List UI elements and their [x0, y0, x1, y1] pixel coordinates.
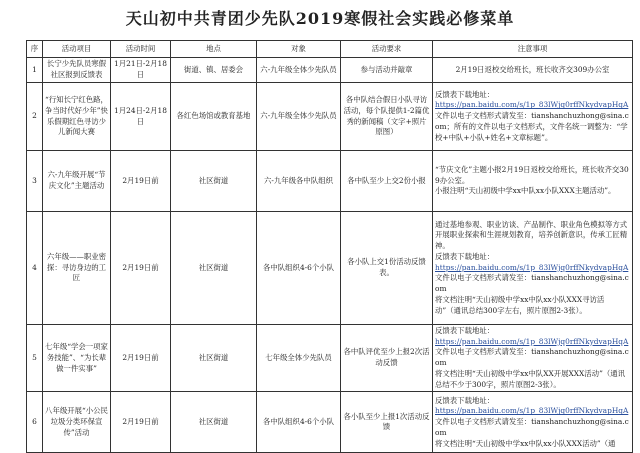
cell-no: 1 — [27, 58, 43, 83]
table-row — [27, 83, 633, 151]
header-time: 活动时间 — [111, 41, 171, 58]
table-row — [27, 325, 633, 392]
cell-notes — [433, 392, 633, 453]
note-line: 反馈表下载地址： — [435, 395, 495, 405]
cell-no: 6 — [27, 392, 43, 453]
table-header-row — [27, 41, 633, 58]
cell-target: 六-九年级各中队组织 — [257, 151, 341, 212]
cell-no: 2 — [27, 83, 43, 151]
cell-no: 3 — [27, 151, 43, 212]
download-link[interactable]: https://pan.baidu.com/s/1p_83lWjq0rffNkydvapHqA — [435, 336, 629, 346]
note-line: 文件以电子文档形式请发至：tianshanchuzhong@sina.com — [435, 417, 629, 437]
cell-notes — [433, 151, 633, 212]
cell-notes — [433, 83, 633, 151]
cell-time: 1月21日-2月18日 — [111, 58, 171, 83]
cell-time: 2月19日前 — [111, 392, 171, 453]
table-row — [27, 392, 633, 453]
note-line: 通过基地参观、职业访谈、产品制作、职业角色模拟等方式开展职业探索和生涯规划教育，培养创新意识，传承工匠精神。 — [435, 219, 628, 251]
note-line: 文件以电子文档形式请发至：tianshanchuzhong@sina.com — [435, 347, 629, 368]
cell-requirement: 各中队评优至少上报2次活动反馈 — [341, 325, 433, 392]
table-row — [27, 58, 633, 83]
header-no: 序 — [27, 41, 43, 58]
cell-target: 各中队组织4-6个小队 — [257, 392, 341, 453]
note-line: 反馈表下载地址： — [435, 326, 495, 335]
header-notes: 注意事项 — [433, 41, 633, 58]
cell-place: 各红色场馆或教育基地 — [171, 83, 257, 151]
cell-time: 2月19日前 — [111, 151, 171, 212]
download-link[interactable]: https://pan.baidu.com/s/1p_83lWjq0rffNkydvapHqA — [435, 262, 629, 272]
cell-target: 六-九年级全体少先队员 — [257, 83, 341, 151]
cell-time: 1月24日-2月18日 — [111, 83, 171, 151]
activity-table — [26, 40, 633, 453]
header-requirement: 活动要求 — [341, 41, 433, 58]
cell-project: 八年级开展“小公民垃圾分类环保宣传”活动 — [43, 392, 111, 453]
note-line: 小报注明“天山初级中学xx中队xx小队XXX主题活动”。 — [435, 186, 616, 196]
header-target: 对象 — [257, 41, 341, 58]
note-line: 反馈表下载地址： — [435, 251, 495, 261]
cell-requirement: 参与活动并敲章 — [341, 58, 433, 83]
cell-no: 4 — [27, 212, 43, 325]
page-title: 天山初中共青团少先队2019寒假社会实践必修菜单 — [125, 9, 515, 28]
note-line: 将文档注明“天山初级中学xx中队XX开展XXX活动”（通讯总结不少于300字，照片原图2-3张）。 — [435, 368, 626, 389]
table-row — [27, 212, 633, 325]
note-line: 反馈表下载地址： — [435, 89, 495, 99]
note-line: 将文档注明“天山初级中学xx中队xx小队XXX寻访活动”（通讯总结300字左右，照片原图2-3张）。 — [435, 294, 605, 315]
cell-requirement: 各中队结合假日小队寻访活动，每个队提供1-2篇优秀的新闻稿（文字+照片原图） — [341, 83, 433, 151]
cell-notes — [433, 212, 633, 325]
header-project: 活动项目 — [43, 41, 111, 58]
cell-no: 5 — [27, 325, 43, 392]
note-line: “节庆文化”主题小报2月19日返校交给班长，班长收齐交309办公室。 — [435, 164, 629, 185]
cell-place: 社区街道 — [171, 325, 257, 392]
download-link[interactable]: https://pan.baidu.com/s/1p_83lWjq0rffNkydvapHqA — [435, 100, 629, 110]
note-line: 文件以电子文档形式请发至：tianshanchuzhong@sina.com — [435, 273, 629, 294]
table-row — [27, 151, 633, 212]
cell-target: 七年级全体少先队员 — [257, 325, 341, 392]
note-line: 文件以电子文档形式请发至：tianshanchuzhong@sina.com；所有的文件以电子文档形式，文件名统一调整为：“学校+中队+小队+姓名+文章标题”。 — [435, 111, 629, 142]
download-link[interactable]: https://pan.baidu.com/s/1p_83lWjq0rffNkydvapHqA — [435, 406, 629, 416]
note-line: 将文档注明“天山初级中学xx中队xx小队XXX活动”（通 — [435, 438, 616, 448]
cell-place: 社区街道 — [171, 151, 257, 212]
cell-requirement: 各中队至少上交2份小报 — [341, 151, 433, 212]
cell-time: 2月19日前 — [111, 212, 171, 325]
cell-requirement: 各小队至少上报1次活动反馈 — [341, 392, 433, 453]
cell-project: 七年级“学会一项家务技能”、“为长辈做一件实事” — [43, 325, 111, 392]
cell-project: 长宁少先队员寒假社区报到反馈表 — [43, 58, 111, 83]
cell-target: 六-九年级全体少先队员 — [257, 58, 341, 83]
cell-notes — [433, 58, 633, 83]
header-place: 地点 — [171, 41, 257, 58]
cell-requirement: 各小队上交1份活动反馈表。 — [341, 212, 433, 325]
cell-time: 2月19日前 — [111, 325, 171, 392]
cell-place: 社区街道 — [171, 392, 257, 453]
cell-project: “行知长宁红色路，争当时代好少年”快乐假期红色寻访少儿新闻大赛 — [43, 83, 111, 151]
cell-project: 六-九年级开展“节庆文化”主题活动 — [43, 151, 111, 212]
cell-place: 街道、镇、居委会 — [171, 58, 257, 83]
cell-notes — [433, 325, 633, 392]
cell-place: 社区街道 — [171, 212, 257, 325]
cell-target: 各中队组织4-6个小队 — [257, 212, 341, 325]
cell-project: 六年级——职业密探：寻访身边的工匠 — [43, 212, 111, 325]
note-line: 2月19日返校交给班长，班长收齐交309办公室 — [455, 64, 610, 74]
